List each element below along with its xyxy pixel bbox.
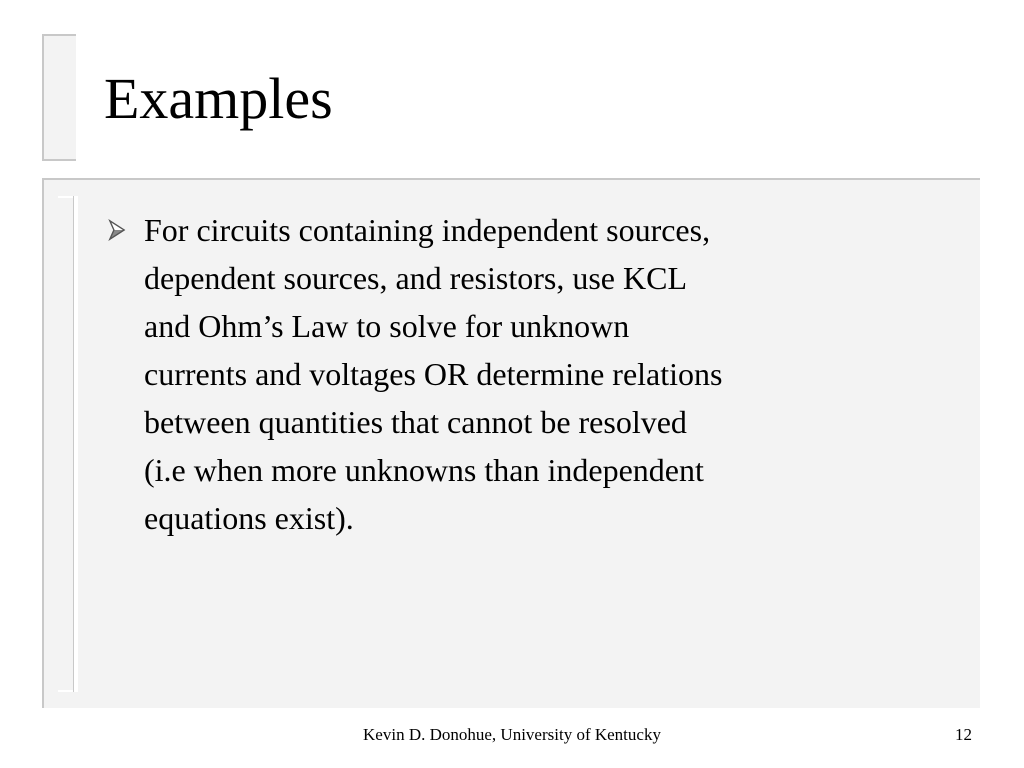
bullet-line: dependent sources, and resistors, use KCL [144,260,687,296]
bullet-list [104,206,874,542]
slide-title: Examples [104,66,333,131]
slide-number: 12 [955,725,972,744]
bullet-line: equations exist). [144,500,354,536]
slide-footer: Kevin D. Donohue, University of Kentucky [363,725,661,744]
title-frame-decoration [42,34,76,161]
bullet-item [104,206,874,542]
content-bracket-bar [73,196,78,692]
bullet-line: For circuits containing independent sources, [144,212,711,248]
bullet-line: (i.e when more unknowns than independent [144,452,704,488]
content-bracket-decoration [58,196,78,692]
arrowhead-bullet-icon [108,219,126,241]
bullet-line: between quantities that cannot be resolved [144,404,687,440]
bullet-line: currents and voltages OR determine relations [144,356,723,392]
bullet-line: and Ohm’s Law to solve for unknown [144,308,630,344]
